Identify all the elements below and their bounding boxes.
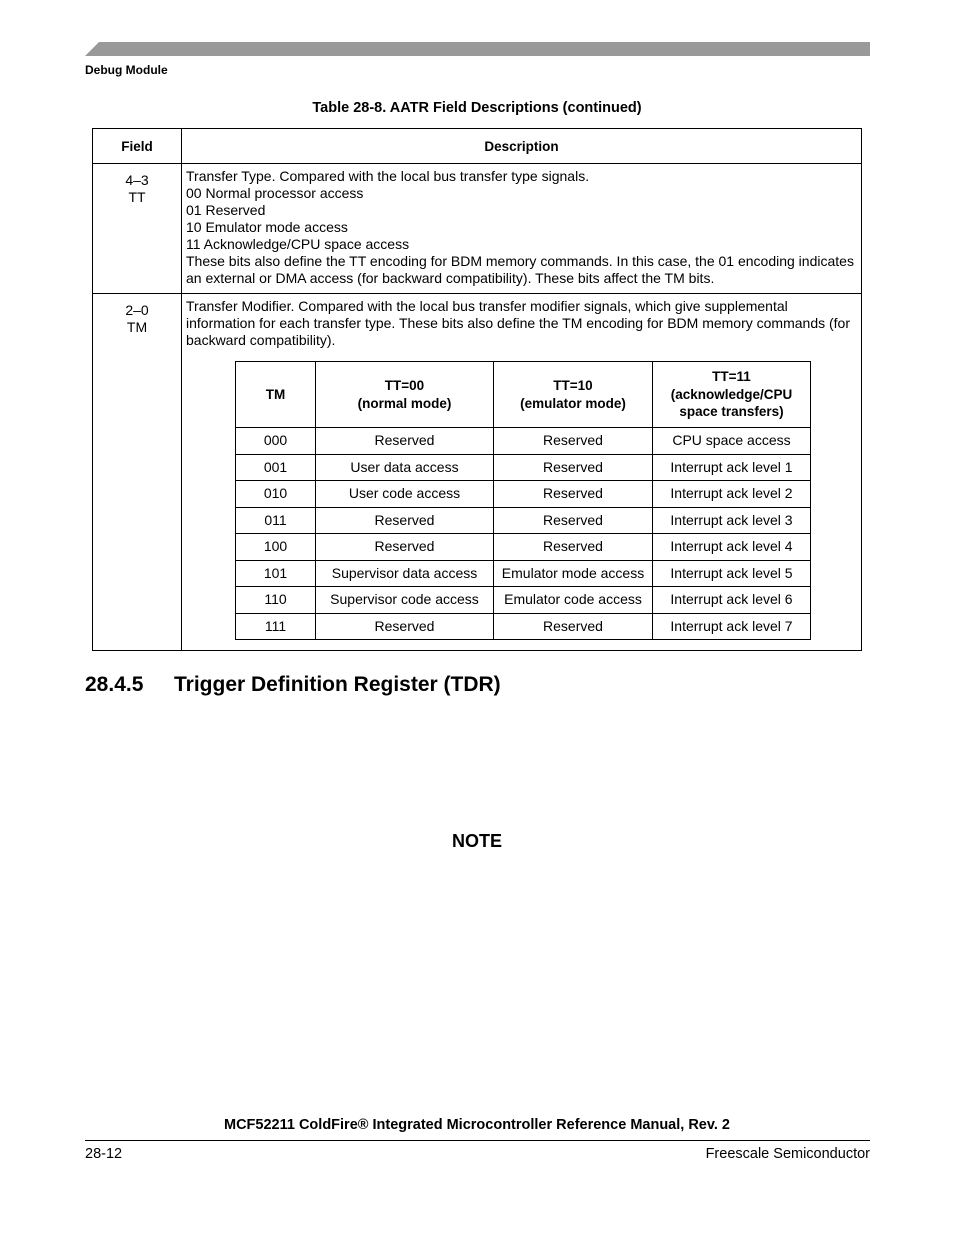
subtable-header-tm <box>236 362 316 428</box>
running-header: Debug Module <box>85 63 168 77</box>
subtable-cell: 001 <box>236 454 316 481</box>
tm-encoding-table <box>235 361 811 640</box>
subtable-cell: Reserved <box>316 428 494 455</box>
subtable-header-text: TT=10 <box>553 378 593 393</box>
description-line: 11 Acknowledge/CPU space access <box>186 236 410 252</box>
subtable-header-text: TT=00 <box>384 378 425 393</box>
header-field: Field <box>93 129 182 164</box>
subtable-header-text: (acknowledge/CPU <box>670 386 793 402</box>
subtable-cell: Supervisor data access <box>316 560 494 587</box>
subtable-header-tt00 <box>316 362 494 428</box>
subtable-row <box>236 560 811 587</box>
subtable-cell: User code access <box>316 481 494 508</box>
subtable-row <box>236 587 811 614</box>
subtable-cell: Interrupt ack level 5 <box>653 560 811 587</box>
field-name: TM <box>126 319 148 335</box>
description-line: 01 Reserved <box>186 202 266 218</box>
field-cell <box>93 164 182 294</box>
section-heading <box>85 673 501 697</box>
subtable-cell: Reserved <box>494 481 653 508</box>
company-name: Freescale Semiconductor <box>705 1146 870 1162</box>
subtable-cell: User data access <box>316 454 494 481</box>
section-number: 28.4.5 <box>85 673 144 696</box>
table-row-tt <box>93 164 862 294</box>
description-line: 10 Emulator mode access <box>186 219 348 235</box>
subtable-row <box>236 454 811 481</box>
field-name: TT <box>128 189 146 205</box>
subtable-cell: 100 <box>236 534 316 561</box>
header-bar <box>85 42 870 56</box>
footer-title: MCF52211 ColdFire® Integrated Microcontroller Reference Manual, Rev. 2 <box>224 1117 730 1133</box>
subtable-cell: Reserved <box>494 428 653 455</box>
subtable-cell: Interrupt ack level 2 <box>653 481 811 508</box>
subtable-header-text: (emulator mode) <box>520 395 626 411</box>
subtable-cell: CPU space access <box>653 428 811 455</box>
subtable-header-row <box>236 362 811 428</box>
subtable-cell: Reserved <box>494 507 653 534</box>
subtable-cell: 011 <box>236 507 316 534</box>
description-cell <box>182 164 862 294</box>
header-bar-shape <box>85 42 870 56</box>
section-title: Trigger Definition Register (TDR) <box>174 673 501 696</box>
subtable-header-text: space transfers) <box>679 404 784 420</box>
subtable-row <box>236 534 811 561</box>
subtable-row <box>236 613 811 640</box>
footer-divider <box>85 1140 870 1141</box>
subtable-cell: Interrupt ack level 6 <box>653 587 811 614</box>
page-number: 28-12 <box>85 1146 123 1162</box>
field-description-table <box>92 128 862 651</box>
subtable-cell: Reserved <box>316 534 494 561</box>
subtable-cell: Reserved <box>316 613 494 640</box>
subtable-header-text: TM <box>265 386 286 402</box>
subtable-cell: Interrupt ack level 1 <box>653 454 811 481</box>
subtable-header-tt10 <box>494 362 653 428</box>
subtable-header-text: TT=11 <box>712 369 751 385</box>
table-caption: Table 28-8. AATR Field Descriptions (continued) <box>312 100 642 116</box>
note-heading: NOTE <box>451 831 502 851</box>
subtable-cell: Reserved <box>494 613 653 640</box>
subtable-row <box>236 428 811 455</box>
subtable-cell: Reserved <box>494 454 653 481</box>
subtable-cell: Interrupt ack level 3 <box>653 507 811 534</box>
subtable-cell: Interrupt ack level 4 <box>653 534 811 561</box>
subtable-cell: 110 <box>236 587 316 614</box>
table-row-tm <box>93 294 862 651</box>
subtable-cell: Supervisor code access <box>316 587 494 614</box>
subtable-cell: 111 <box>236 613 316 640</box>
field-bits: 4–3 <box>125 172 149 188</box>
field-cell <box>93 294 182 651</box>
header-description: Description <box>182 129 862 164</box>
subtable-row <box>236 507 811 534</box>
subtable-header-tt11 <box>653 362 811 428</box>
subtable-cell: Reserved <box>316 507 494 534</box>
subtable-cell: 000 <box>236 428 316 455</box>
subtable-cell: 010 <box>236 481 316 508</box>
subtable-cell: Emulator code access <box>494 587 653 614</box>
subtable-cell: Interrupt ack level 7 <box>653 613 811 640</box>
description-line: Transfer Modifier. Compared with the local bus transfer modifier signals, which give supplemental information for each transfer type. These bits also define the TM encoding for BDM memory commands (for backward compatibility). <box>186 298 850 348</box>
table-header-row <box>93 129 862 164</box>
description-line: These bits also define the TT encoding for BDM memory commands. In this case, the 01 encoding indicates an external or DMA access (for backward compatibility). These bits affect the TM bits. <box>186 253 854 286</box>
description-line: 00 Normal processor access <box>186 185 364 201</box>
subtable-header-text: (normal mode) <box>357 395 452 411</box>
subtable-cell: 101 <box>236 560 316 587</box>
description-line: Transfer Type. Compared with the local bus transfer type signals. <box>186 168 590 184</box>
subtable-cell: Emulator mode access <box>494 560 653 587</box>
subtable-row <box>236 481 811 508</box>
description-cell <box>182 294 862 651</box>
field-bits: 2–0 <box>125 302 149 318</box>
subtable-cell: Reserved <box>494 534 653 561</box>
